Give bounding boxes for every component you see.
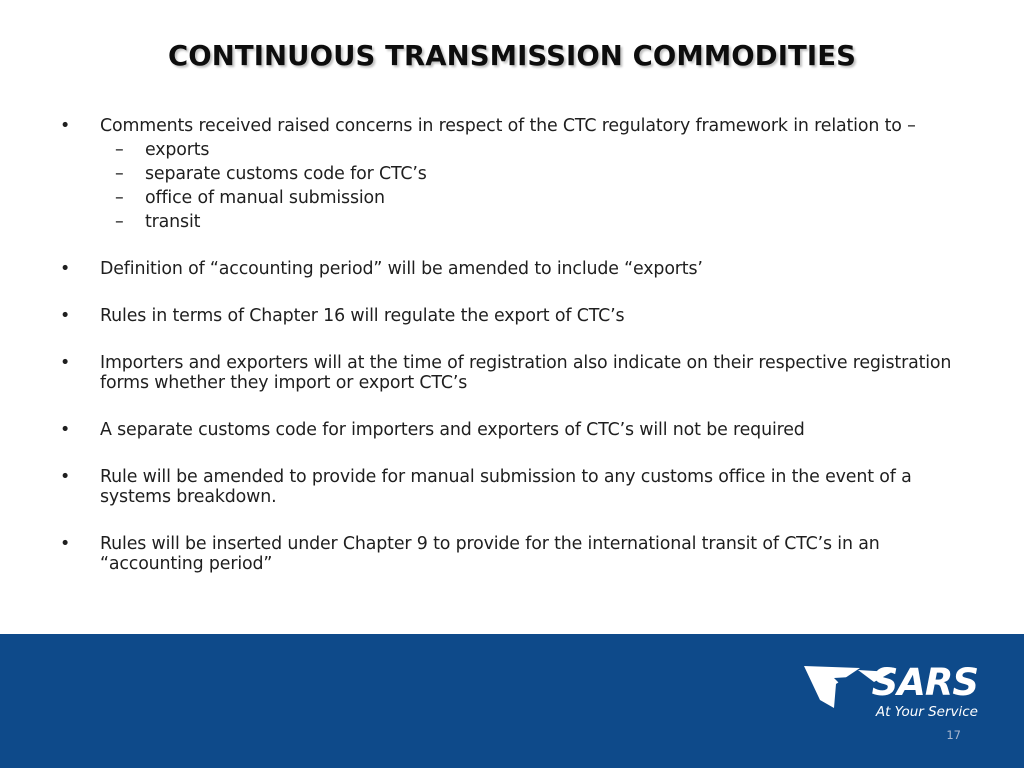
bullet-marker: •: [60, 306, 71, 326]
bullet-item: [60, 420, 970, 440]
bullet-marker: •: [60, 116, 71, 136]
bullet-marker: •: [60, 353, 71, 373]
bullet-item: [60, 467, 970, 507]
logo-wordmark: SARS: [871, 661, 978, 704]
sub-item: [60, 140, 970, 164]
bullet-marker: •: [60, 467, 71, 487]
bullet-text: A separate customs code for importers and exporters of CTC’s will not be required: [100, 420, 805, 440]
sub-item: [60, 212, 970, 236]
dash-marker: –: [115, 188, 124, 208]
bullet-marker: •: [60, 534, 71, 554]
bullet-item: [60, 534, 970, 574]
bullet-marker: •: [60, 420, 71, 440]
dash-marker: –: [115, 140, 124, 160]
bullet-text: Importers and exporters will at the time of registration also indicate on their respective registration forms whether they import or export CTC’s: [100, 353, 952, 393]
slide-content: [60, 116, 970, 574]
bullet-text: Rules in terms of Chapter 16 will regulate the export of CTC’s: [100, 306, 625, 326]
bullet-text: Rule will be amended to provide for manual submission to any customs office in the event of a systems breakdown.: [100, 467, 912, 507]
bullet-text: Comments received raised concerns in respect of the CTC regulatory framework in relation to –: [100, 116, 916, 136]
sub-item: [60, 164, 970, 188]
sub-item-text: transit: [145, 212, 201, 232]
bullet-item: [60, 259, 970, 279]
sub-item-text: exports: [145, 140, 210, 160]
sub-item-text: office of manual submission: [145, 188, 385, 208]
bullet-text: Rules will be inserted under Chapter 9 to provide for the international transit of CTC’s in an “accounting period”: [100, 534, 880, 574]
bullet-marker: •: [60, 259, 71, 279]
logo-tagline: At Your Service: [875, 704, 978, 720]
bullet-item: [60, 306, 970, 326]
sub-item-text: separate customs code for CTC’s: [145, 164, 427, 184]
bullet-item: [60, 353, 970, 393]
bullet-text: Definition of “accounting period” will be amended to include “exports’: [100, 259, 703, 279]
dash-marker: –: [115, 212, 124, 232]
slide-title: CONTINUOUS TRANSMISSION COMMODITIES: [167, 40, 857, 72]
page-number: 17: [946, 728, 961, 742]
sub-item: [60, 188, 970, 212]
bullet-item: [60, 116, 970, 136]
footer-band: [0, 634, 1024, 768]
dash-marker: –: [115, 164, 124, 184]
sub-list: [60, 140, 970, 236]
